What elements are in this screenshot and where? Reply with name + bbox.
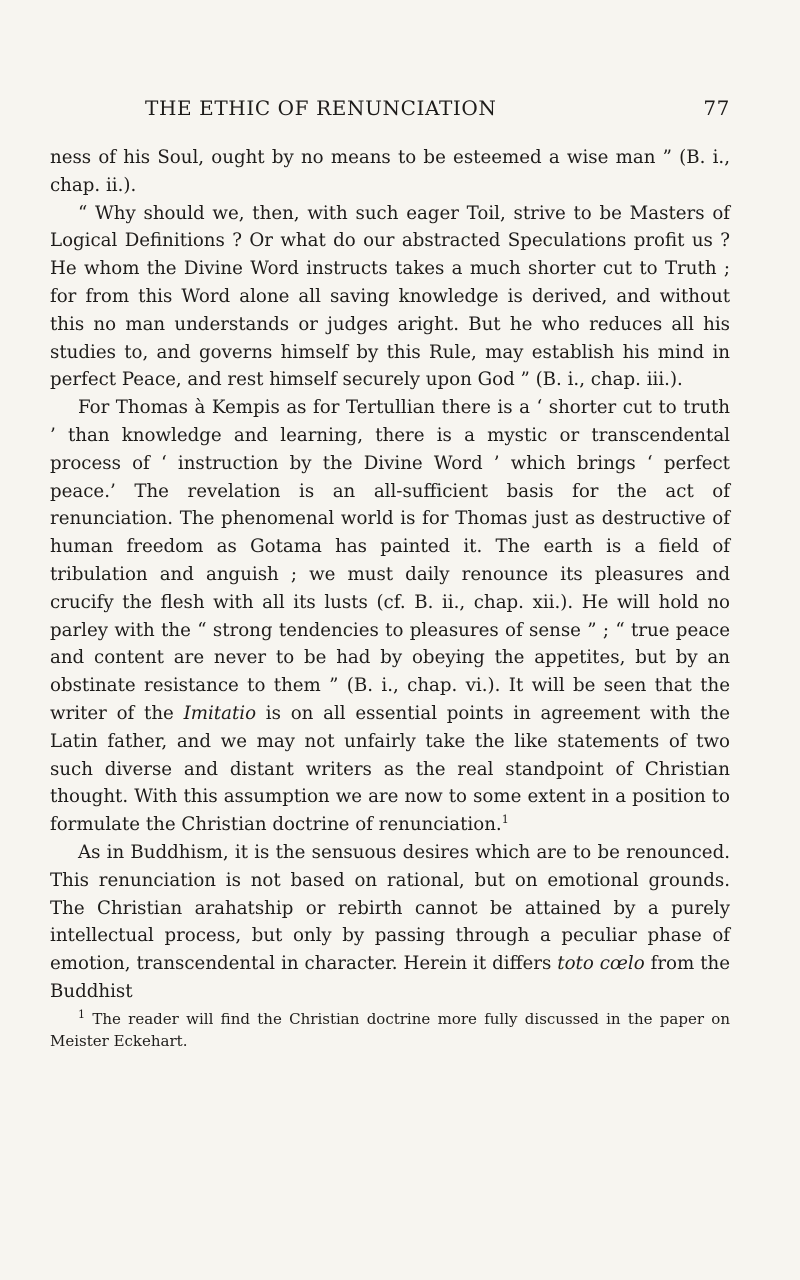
paragraph-3-text: For Thomas à Kempis as for Tertullian there is a ‘ shorter cut to truth ’ than knowledge and learning, there is a mystic or transcendental process of ‘ instruction by the Divine Word ’ which brings ‘ perfect peace.’ The revelation is an all-sufficient basis for the act of renunciation. The phenomenal world is for Thomas just as destructive of human freedom as Gotama has painted it. The earth is a field of tribulation and anguish ; we must daily renounce its pleasures and crucify the flesh with all its lusts (cf. B. ii., chap. xii.). He will hold no parley with the “ strong tendencies to pleasures of sense ” ; “ true peace and content are never to be had by obeying the appetites, but by an obstinate resistance to them ” (B. i., chap. vi.). It will be seen that the writer of the [50, 397, 730, 724]
running-header [50, 96, 730, 130]
paragraph-1: ness of his Soul, ought by no means to be esteemed a wise man ” (B. i., chap. ii.). [50, 147, 730, 196]
page-number: 77 [703, 96, 730, 120]
imitatio-title: Imitatio [183, 702, 257, 724]
footnote [50, 1008, 730, 1052]
toto-coelo-phrase: toto cœlo [557, 953, 645, 975]
body-text [50, 144, 730, 1006]
paragraph-3 [50, 394, 730, 839]
paragraph-3-continued: is on all essential points in agreement with the Latin father, and we may not unfairly take the like statements of two such diverse and distant writers as the real standpoint of Christian thought. With this assumption we are now to some extent in a position to formulate the Christian doctrine of renunciation. [50, 702, 730, 836]
book-page [50, 96, 730, 1052]
footnote-text: The reader will find the Christian doctrine more fully discussed in the paper on Meister Eckehart. [50, 1009, 730, 1050]
footnote-reference[interactable]: 1 [501, 813, 509, 827]
paragraph-4-text: As in Buddhism, it is the sensuous desires which are to be renounced. This renunciation is not based on rational, but on emotional grounds. The Christian arahatship or rebirth cannot be attained by a purely intellectual process, but only by passing through a peculiar phase of emotion, transcendental in character. Herein it differs [50, 841, 730, 975]
paragraph-4-continued: from the Buddhist [50, 953, 730, 1002]
paragraph-2: “ Why should we, then, with such eager Toil, strive to be Masters of Logical Definitions ? Or what do our abstracted Speculations profit us ? He whom the Divine Word instructs takes a much shorter cut to Truth ; for from this Word alone all saving knowledge is derived, and without this no man understands or judges aright. But he who reduces all his studies to, and governs himself by this Rule, may establish his mind in perfect Peace, and rest himself securely upon God ” (B. i., chap. iii.). [50, 202, 730, 391]
paragraph-4 [50, 839, 730, 1006]
running-title: THE ETHIC OF RENUNCIATION [145, 96, 497, 120]
footnote-mark: 1 [78, 1007, 85, 1021]
